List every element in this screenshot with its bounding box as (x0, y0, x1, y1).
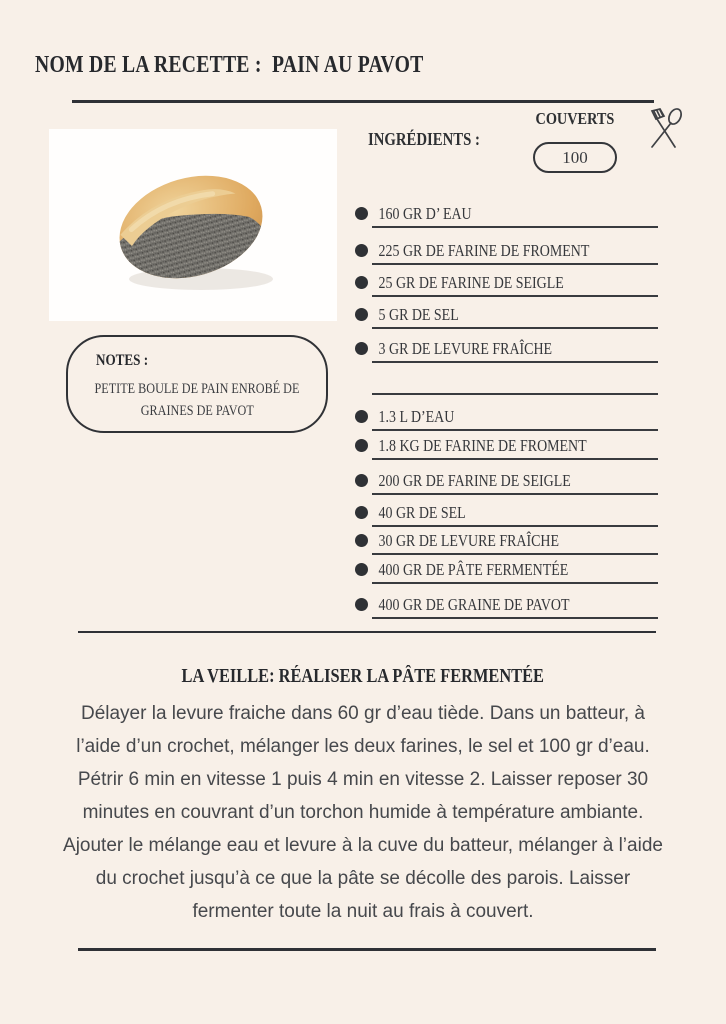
bullet-icon (355, 534, 368, 547)
steps-line: Délayer la levure fraiche dans 60 gr d’eau tiède. Dans un batteur, à (80, 703, 646, 724)
steps-line: minutes en couvrant d’un torchon humide à température ambiante. (82, 802, 644, 823)
ingredient-label: 200 GR DE FARINE DE SEIGLE (378, 471, 571, 490)
steps-line: Ajouter le mélange eau et levure à la cuve du batteur, mélanger à l’aide (63, 835, 663, 856)
bullet-icon (355, 342, 368, 355)
bullet-icon (355, 563, 368, 576)
page-title (35, 52, 509, 79)
ingredient-label: 30 GR DE LEVURE FRAÎCHE (378, 531, 560, 550)
bullet-icon (355, 276, 368, 289)
ingredient-row (372, 237, 658, 265)
bread-photo (49, 129, 337, 321)
steps-heading-text: LA VEILLE: RÉALISER LA PÂTE FERMENTÉE (181, 666, 545, 687)
notes-line (68, 403, 326, 420)
ingredient-row (372, 591, 658, 619)
ingredient-label: 160 GR D’ EAU (378, 204, 472, 223)
bullet-icon (355, 308, 368, 321)
ingredient-row (372, 432, 658, 460)
ingredient-label: 40 GR DE SEL (378, 503, 466, 522)
bullet-icon (355, 474, 368, 487)
utensils-icon (642, 107, 690, 155)
notes-label-text: NOTES : (96, 352, 149, 369)
ingredient-label: 1.3 L D’EAU (378, 407, 455, 426)
ingredient-row (372, 556, 658, 584)
ingredient-row (372, 269, 658, 297)
servings-label (515, 109, 635, 129)
servings-value: 100 (562, 147, 588, 167)
ingredient-label: 400 GR DE GRAINE DE PAVOT (378, 595, 570, 614)
bread-photo-image (49, 129, 337, 321)
bullet-icon (355, 598, 368, 611)
ingredient-row (372, 499, 658, 527)
divider-top (72, 100, 654, 103)
page-title-text: NOM DE LA RECETTE : PAIN AU PAVOT (35, 52, 424, 79)
divider-bottom (78, 948, 656, 951)
ingredient-label: 5 GR DE SEL (378, 305, 459, 324)
bullet-icon (355, 506, 368, 519)
steps-line: l’aide d’un crochet, mélanger les deux farines, le sel et 100 gr d’eau. (76, 736, 650, 757)
ingredient-label: 3 GR DE LEVURE FRAÎCHE (378, 339, 553, 358)
notes-line (68, 381, 326, 398)
servings-value-box (533, 142, 617, 173)
bullet-icon (355, 439, 368, 452)
notes-box (66, 335, 328, 433)
ingredient-label: 1.8 KG DE FARINE DE FROMENT (378, 436, 587, 455)
ingredient-row (372, 200, 658, 228)
ingredients-label-text: INGRÉDIENTS : (368, 129, 480, 149)
servings-label-text: COUVERTS (535, 109, 615, 128)
ingredient-label: 400 GR DE PÂTE FERMENTÉE (378, 560, 569, 579)
notes-label (96, 352, 160, 370)
ingredient-label: 225 GR DE FARINE DE FROMENT (378, 241, 590, 260)
steps-line: du crochet jusqu’à ce que la pâte se décolle des parois. Laisser (95, 868, 631, 889)
steps-heading (0, 666, 726, 688)
bullet-icon (355, 410, 368, 423)
ingredient-row-blank (372, 367, 658, 395)
notes-line-text: PETITE BOULE DE PAIN ENROBÉ DE (94, 381, 300, 397)
ingredient-label: 25 GR DE FARINE DE SEIGLE (378, 273, 564, 292)
ingredient-row (372, 301, 658, 329)
ingredients-label (368, 129, 505, 150)
divider-middle (78, 631, 656, 633)
ingredient-row (372, 335, 658, 363)
notes-line-text: GRAINES DE PAVOT (140, 403, 254, 419)
ingredient-row (372, 527, 658, 555)
steps-line: Pétrir 6 min en vitesse 1 puis 4 min en vitesse 2. Laisser reposer 30 (77, 769, 649, 790)
bullet-icon (355, 244, 368, 257)
ingredient-row (372, 467, 658, 495)
ingredient-row (372, 403, 658, 431)
steps-paragraph (0, 697, 726, 928)
bullet-icon (355, 207, 368, 220)
steps-line: fermenter toute la nuit au frais à couvert. (192, 901, 534, 922)
